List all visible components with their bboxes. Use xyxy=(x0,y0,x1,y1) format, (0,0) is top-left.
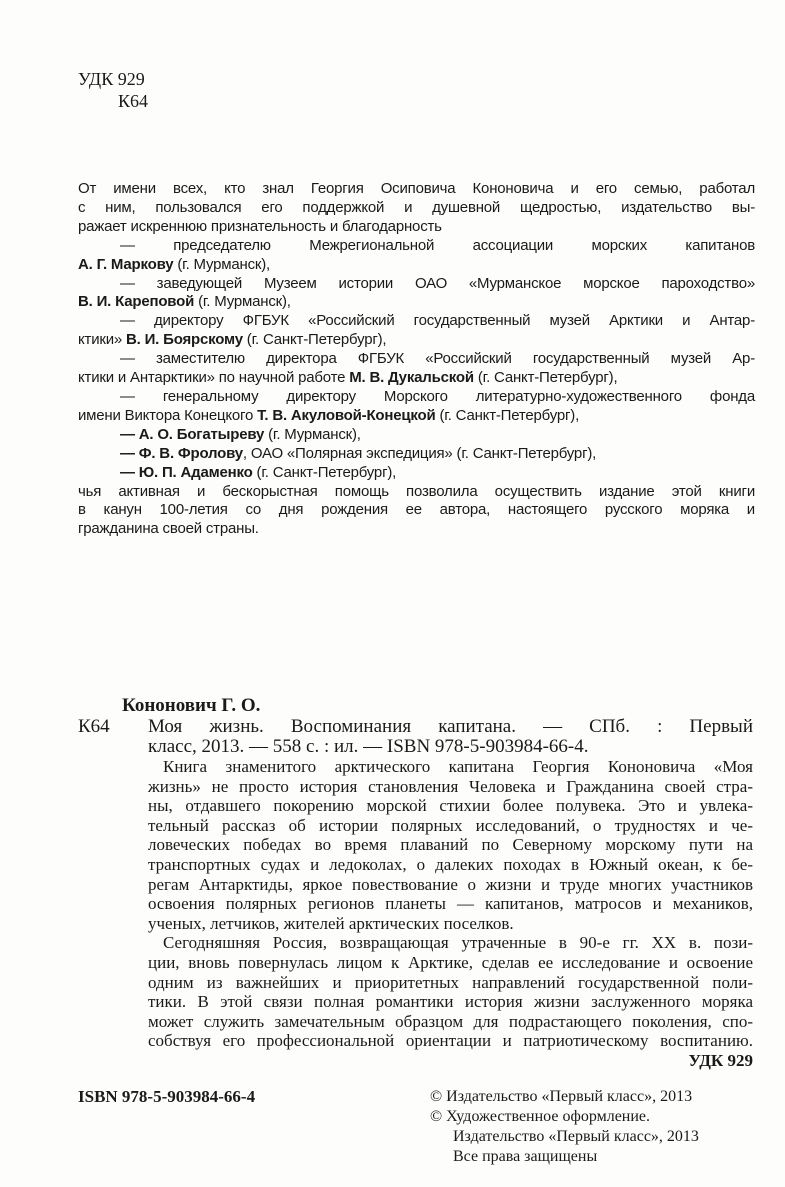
text-segment: , ОАО «Полярная экспедиция» (г. Санкт-Петербург), xyxy=(242,444,597,462)
text-segment: (г. Мурманск), xyxy=(264,425,361,443)
annotation-line: одним из важнейших и приоритетных направлений государственной поли- xyxy=(148,972,753,992)
text-line xyxy=(78,350,755,369)
library-code: К64 xyxy=(118,91,149,111)
text-segment: ктики» xyxy=(78,331,127,349)
udk-code: УДК 929 xyxy=(78,69,145,89)
annotation-line: может служить замечательным образцом для подрастающего поколения, спо- xyxy=(148,1011,753,1031)
copyright-line: Все права защищены xyxy=(453,1148,598,1165)
annotation-line: ны, отдавшего покорению морской стихии более полувека. Это и увлека- xyxy=(148,796,753,816)
text-line xyxy=(78,426,755,445)
text-segment: имени Виктора Конецкого xyxy=(78,406,258,424)
text-segment: чья активная и бескорыстная помощь позволила осуществить издание этой книги xyxy=(78,482,755,500)
copyright-line: Издательство «Первый класс», 2013 xyxy=(453,1128,699,1145)
text-segment: — генеральному директору Морского литературно-художественного фонда xyxy=(120,387,755,405)
text-segment: (г. Мурманск), xyxy=(173,255,271,273)
text-line xyxy=(78,445,755,464)
acknowledgements xyxy=(78,180,755,539)
annotation xyxy=(148,717,753,1071)
annotation-line: тики. В этой связи полная романтики история жизни заслуженного моряка xyxy=(148,992,753,1012)
recipient-name: А. Г. Маркову xyxy=(78,255,174,273)
text-line xyxy=(78,199,755,218)
text-segment: ктики и Антарктики» по научной работе xyxy=(78,369,350,387)
isbn: ISBN 978-5-903984-66-4 xyxy=(78,1087,256,1106)
text-segment: — заместителю директора ФГБУК «Российский государственный музей Ар- xyxy=(120,350,755,368)
copyright-line: © Художественное оформление. xyxy=(430,1108,651,1125)
recipient-name: В. И. Боярскому xyxy=(126,331,243,349)
text-segment: (г. Мурманск), xyxy=(194,293,291,311)
text-segment: От имени всех, кто знал Георгия Осиповича Кононовича и его семью, работал xyxy=(78,180,755,197)
copyright-line: © Издательство «Первый класс», 2013 xyxy=(430,1088,693,1105)
text-line xyxy=(78,218,755,237)
bibliographic-line: Моя жизнь. Воспоминания капитана. — СПб. : Первый xyxy=(148,716,753,737)
text-line xyxy=(78,369,755,388)
text-segment: — заведующей Музеем истории ОАО «Мурманское морское пароходство» xyxy=(120,274,755,292)
udk-header xyxy=(78,68,148,112)
annotation-line: Книга знаменитого арктического капитана Георгия Кононовича «Моя xyxy=(163,757,753,776)
annotation-line: Сегодняшняя Россия, возвращающая утраченные в 90-е гг. XX в. пози- xyxy=(163,933,753,953)
text-segment: с ним, пользовался его поддержкой и душевной щедростью, издательство вы- xyxy=(78,198,755,216)
text-line xyxy=(78,331,755,350)
library-code: К64 xyxy=(78,716,110,737)
annotation-line: жизнь» не просто история становления Человека и Гражданина своей стра- xyxy=(148,776,753,796)
text-line xyxy=(78,312,755,331)
recipient-name: Т. В. Акуловой-Конецкой xyxy=(257,406,436,424)
recipient-name: — А. О. Богатыреву xyxy=(120,425,265,443)
recipient-name: — Ю. П. Адаменко xyxy=(120,463,253,481)
udk-code: УДК 929 xyxy=(688,1050,753,1070)
text-line xyxy=(78,275,755,294)
text-line xyxy=(78,293,755,312)
annotation-line: ученых, летчиков, жителей арктических поселков. xyxy=(148,913,514,933)
text-line xyxy=(78,388,755,407)
text-line xyxy=(78,520,755,539)
text-line xyxy=(78,237,755,256)
author-name: Кононович Г. О. xyxy=(122,695,261,716)
text-segment: (г. Санкт-Петербург), xyxy=(435,406,580,424)
annotation-line: ловеческих победах во время плаваний по Северному морскому пути на xyxy=(148,835,753,855)
text-line xyxy=(78,464,755,483)
text-line xyxy=(78,256,755,275)
bibliographic-line: класс, 2013. — 558 с. : ил. — ISBN 978-5-903984-66-4. xyxy=(148,736,589,757)
text-line xyxy=(78,180,755,199)
text-segment: (г. Санкт-Петербург), xyxy=(242,331,387,349)
text-line xyxy=(78,407,755,426)
recipient-name: В. И. Кареповой xyxy=(78,293,195,311)
copyright-block xyxy=(430,1087,699,1167)
text-line xyxy=(78,501,755,520)
annotation-line: тельный рассказ об истории полярных исследований, о трудностях и че- xyxy=(148,815,753,835)
text-segment: в канун 100-летия со дня рождения ее автора, настоящего русского моряка и xyxy=(78,501,755,519)
annotation-line: освоения полярных регионов планеты — капитанов, матросов и механиков, xyxy=(148,894,753,914)
recipient-name: М. В. Дукальской xyxy=(349,369,474,387)
annotation-line: регам Антарктиды, яркое повествование о жизни и труде многих участников xyxy=(148,874,753,894)
text-segment: — директору ФГБУК «Российский государственный музей Арктики и Антар- xyxy=(120,312,755,330)
text-segment: — председателю Межрегиональной ассоциации морских капитанов xyxy=(120,236,755,254)
recipient-name: — Ф. В. Фролову xyxy=(120,444,243,462)
text-segment: (г. Санкт-Петербург), xyxy=(473,369,618,387)
text-line xyxy=(78,483,755,502)
text-segment: гражданина своей страны. xyxy=(78,520,259,538)
annotation-line: собствуя его профессиональной ориентации и патриотическому воспитанию. xyxy=(148,1031,753,1051)
text-segment: ражает искреннюю признательность и благодарность xyxy=(78,217,442,235)
annotation-line: транспортных судах и ледоколах, о далеких походах в Южный океан, к бе- xyxy=(148,854,753,874)
annotation-line: ции, вновь повернулась лицом к Арктике, сделав ее исследование и освоение xyxy=(148,952,753,972)
text-segment: (г. Санкт-Петербург), xyxy=(252,463,397,481)
